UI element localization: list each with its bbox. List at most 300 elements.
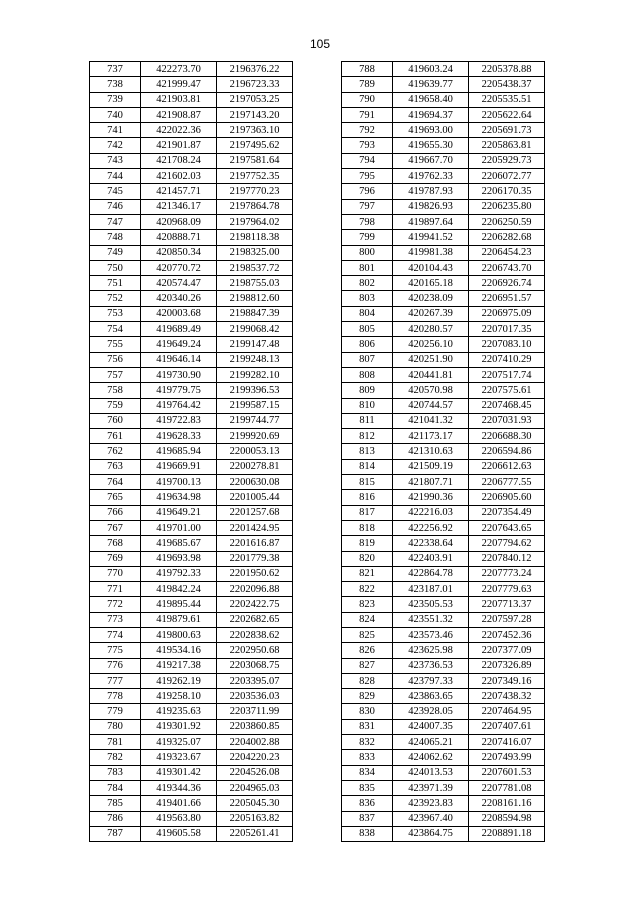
y-coordinate-cell: 2202096.88 (217, 582, 293, 597)
x-coordinate-cell: 421708.24 (141, 153, 217, 168)
point-number-cell: 835 (342, 780, 393, 795)
point-number-cell: 781 (90, 735, 141, 750)
x-coordinate-cell: 419649.24 (141, 337, 217, 352)
table-row (90, 750, 293, 765)
y-coordinate-cell: 2197495.62 (217, 138, 293, 153)
x-coordinate-cell: 421509.19 (393, 459, 469, 474)
x-coordinate-cell: 419301.92 (141, 719, 217, 734)
point-number-cell: 805 (342, 322, 393, 337)
y-coordinate-cell: 2208161.16 (469, 796, 545, 811)
y-coordinate-cell: 2201616.87 (217, 536, 293, 551)
table-row (90, 123, 293, 138)
x-coordinate-cell: 424062.62 (393, 750, 469, 765)
table-row (342, 627, 545, 642)
point-number-cell: 737 (90, 62, 141, 77)
point-number-cell: 761 (90, 429, 141, 444)
point-number-cell: 778 (90, 689, 141, 704)
y-coordinate-cell: 2201257.68 (217, 505, 293, 520)
y-coordinate-cell: 2207349.16 (469, 673, 545, 688)
table-row (342, 490, 545, 505)
y-coordinate-cell: 2200053.13 (217, 444, 293, 459)
table-row (90, 276, 293, 291)
point-number-cell: 829 (342, 689, 393, 704)
point-number-cell: 762 (90, 444, 141, 459)
x-coordinate-cell: 420968.09 (141, 214, 217, 229)
y-coordinate-cell: 2206777.55 (469, 475, 545, 490)
point-number-cell: 739 (90, 92, 141, 107)
y-coordinate-cell: 2203395.07 (217, 673, 293, 688)
y-coordinate-cell: 2207575.61 (469, 383, 545, 398)
table-row (342, 658, 545, 673)
table-row (342, 413, 545, 428)
x-coordinate-cell: 419649.21 (141, 505, 217, 520)
point-number-cell: 748 (90, 230, 141, 245)
point-number-cell: 822 (342, 582, 393, 597)
point-number-cell: 800 (342, 245, 393, 260)
x-coordinate-cell: 419628.33 (141, 429, 217, 444)
point-number-cell: 827 (342, 658, 393, 673)
point-number-cell: 763 (90, 459, 141, 474)
point-number-cell: 819 (342, 536, 393, 551)
table-row (342, 750, 545, 765)
coordinate-table-left (89, 61, 293, 842)
x-coordinate-cell: 419658.40 (393, 92, 469, 107)
y-coordinate-cell: 2201779.38 (217, 551, 293, 566)
x-coordinate-cell: 424007.35 (393, 719, 469, 734)
point-number-cell: 768 (90, 536, 141, 551)
point-number-cell: 774 (90, 627, 141, 642)
x-coordinate-cell: 419787.93 (393, 184, 469, 199)
table-row (90, 77, 293, 92)
point-number-cell: 765 (90, 490, 141, 505)
y-coordinate-cell: 2207643.65 (469, 520, 545, 535)
y-coordinate-cell: 2204526.08 (217, 765, 293, 780)
x-coordinate-cell: 419779.75 (141, 383, 217, 398)
table-row (342, 199, 545, 214)
point-number-cell: 838 (342, 826, 393, 841)
table-row (342, 184, 545, 199)
point-number-cell: 759 (90, 398, 141, 413)
table-row (342, 337, 545, 352)
table-row (342, 260, 545, 275)
point-number-cell: 798 (342, 214, 393, 229)
y-coordinate-cell: 2207601.53 (469, 765, 545, 780)
table-row (342, 643, 545, 658)
y-coordinate-cell: 2207031.93 (469, 413, 545, 428)
table-row (342, 169, 545, 184)
x-coordinate-cell: 419669.91 (141, 459, 217, 474)
point-number-cell: 808 (342, 367, 393, 382)
table-row (90, 536, 293, 551)
x-coordinate-cell: 419534.16 (141, 643, 217, 658)
y-coordinate-cell: 2206170.35 (469, 184, 545, 199)
y-coordinate-cell: 2207773.24 (469, 566, 545, 581)
x-coordinate-cell: 422273.70 (141, 62, 217, 77)
y-coordinate-cell: 2207781.08 (469, 780, 545, 795)
table-row (90, 413, 293, 428)
x-coordinate-cell: 421457.71 (141, 184, 217, 199)
point-number-cell: 795 (342, 169, 393, 184)
table-row (342, 138, 545, 153)
x-coordinate-cell: 419667.70 (393, 153, 469, 168)
x-coordinate-cell: 419694.37 (393, 107, 469, 122)
x-coordinate-cell: 422216.03 (393, 505, 469, 520)
y-coordinate-cell: 2204220.23 (217, 750, 293, 765)
x-coordinate-cell: 419258.10 (141, 689, 217, 704)
y-coordinate-cell: 2202682.65 (217, 612, 293, 627)
x-coordinate-cell: 421310.63 (393, 444, 469, 459)
x-coordinate-cell: 419685.94 (141, 444, 217, 459)
x-coordinate-cell: 423625.98 (393, 643, 469, 658)
table-row (342, 475, 545, 490)
y-coordinate-cell: 2197964.02 (217, 214, 293, 229)
y-coordinate-cell: 2202422.75 (217, 597, 293, 612)
table-row (90, 520, 293, 535)
table-row (90, 796, 293, 811)
x-coordinate-cell: 419792.33 (141, 566, 217, 581)
point-number-cell: 809 (342, 383, 393, 398)
point-number-cell: 783 (90, 765, 141, 780)
point-number-cell: 773 (90, 612, 141, 627)
point-number-cell: 785 (90, 796, 141, 811)
y-coordinate-cell: 2206282.68 (469, 230, 545, 245)
table-row (342, 444, 545, 459)
y-coordinate-cell: 2207407.61 (469, 719, 545, 734)
point-number-cell: 742 (90, 138, 141, 153)
table-row (342, 153, 545, 168)
table-row (90, 230, 293, 245)
x-coordinate-cell: 422403.91 (393, 551, 469, 566)
point-number-cell: 749 (90, 245, 141, 260)
y-coordinate-cell: 2197581.64 (217, 153, 293, 168)
y-coordinate-cell: 2205535.51 (469, 92, 545, 107)
point-number-cell: 755 (90, 337, 141, 352)
y-coordinate-cell: 2206743.70 (469, 260, 545, 275)
table-row (90, 184, 293, 199)
y-coordinate-cell: 2201950.62 (217, 566, 293, 581)
point-number-cell: 816 (342, 490, 393, 505)
y-coordinate-cell: 2198812.60 (217, 291, 293, 306)
point-number-cell: 830 (342, 704, 393, 719)
y-coordinate-cell: 2201424.95 (217, 520, 293, 535)
point-number-cell: 740 (90, 107, 141, 122)
x-coordinate-cell: 419826.93 (393, 199, 469, 214)
point-number-cell: 790 (342, 92, 393, 107)
point-number-cell: 812 (342, 429, 393, 444)
x-coordinate-cell: 421908.87 (141, 107, 217, 122)
y-coordinate-cell: 2202838.62 (217, 627, 293, 642)
x-coordinate-cell: 419639.77 (393, 77, 469, 92)
table-row (342, 383, 545, 398)
point-number-cell: 757 (90, 367, 141, 382)
table-row (90, 429, 293, 444)
x-coordinate-cell: 420003.68 (141, 306, 217, 321)
x-coordinate-cell: 419981.38 (393, 245, 469, 260)
point-number-cell: 787 (90, 826, 141, 841)
point-number-cell: 817 (342, 505, 393, 520)
x-coordinate-cell: 419701.00 (141, 520, 217, 535)
y-coordinate-cell: 2205438.37 (469, 77, 545, 92)
x-coordinate-cell: 420104.43 (393, 260, 469, 275)
point-number-cell: 820 (342, 551, 393, 566)
table-row (342, 520, 545, 535)
table-row (90, 367, 293, 382)
point-number-cell: 807 (342, 352, 393, 367)
y-coordinate-cell: 2198537.72 (217, 260, 293, 275)
y-coordinate-cell: 2207517.74 (469, 367, 545, 382)
x-coordinate-cell: 420256.10 (393, 337, 469, 352)
y-coordinate-cell: 2203711.99 (217, 704, 293, 719)
point-number-cell: 775 (90, 643, 141, 658)
y-coordinate-cell: 2199744.77 (217, 413, 293, 428)
point-number-cell: 752 (90, 291, 141, 306)
x-coordinate-cell: 423797.33 (393, 673, 469, 688)
y-coordinate-cell: 2206951.57 (469, 291, 545, 306)
point-number-cell: 747 (90, 214, 141, 229)
y-coordinate-cell: 2207410.29 (469, 352, 545, 367)
y-coordinate-cell: 2203068.75 (217, 658, 293, 673)
table-row (342, 214, 545, 229)
point-number-cell: 756 (90, 352, 141, 367)
x-coordinate-cell: 420238.09 (393, 291, 469, 306)
x-coordinate-cell: 419325.07 (141, 735, 217, 750)
table-row (90, 475, 293, 490)
x-coordinate-cell: 419685.67 (141, 536, 217, 551)
y-coordinate-cell: 2206454.23 (469, 245, 545, 260)
y-coordinate-cell: 2205261.41 (217, 826, 293, 841)
y-coordinate-cell: 2206905.60 (469, 490, 545, 505)
point-number-cell: 803 (342, 291, 393, 306)
y-coordinate-cell: 2198755.03 (217, 276, 293, 291)
point-number-cell: 772 (90, 597, 141, 612)
point-number-cell: 806 (342, 337, 393, 352)
y-coordinate-cell: 2207464.95 (469, 704, 545, 719)
table-row (90, 398, 293, 413)
x-coordinate-cell: 420280.57 (393, 322, 469, 337)
x-coordinate-cell: 419217.38 (141, 658, 217, 673)
y-coordinate-cell: 2203536.03 (217, 689, 293, 704)
point-number-cell: 771 (90, 582, 141, 597)
table-row (90, 505, 293, 520)
y-coordinate-cell: 2205863.81 (469, 138, 545, 153)
table-row (90, 780, 293, 795)
table-row (342, 322, 545, 337)
x-coordinate-cell: 419941.52 (393, 230, 469, 245)
point-number-cell: 760 (90, 413, 141, 428)
y-coordinate-cell: 2206975.09 (469, 306, 545, 321)
table-row (342, 796, 545, 811)
x-coordinate-cell: 419693.98 (141, 551, 217, 566)
table-row (90, 811, 293, 826)
table-row (342, 689, 545, 704)
point-number-cell: 779 (90, 704, 141, 719)
x-coordinate-cell: 420340.26 (141, 291, 217, 306)
x-coordinate-cell: 422338.64 (393, 536, 469, 551)
y-coordinate-cell: 2197053.25 (217, 92, 293, 107)
table-row (342, 536, 545, 551)
table-row (90, 260, 293, 275)
table-row (342, 123, 545, 138)
point-number-cell: 751 (90, 276, 141, 291)
y-coordinate-cell: 2201005.44 (217, 490, 293, 505)
y-coordinate-cell: 2205163.82 (217, 811, 293, 826)
y-coordinate-cell: 2199396.53 (217, 383, 293, 398)
table-row (90, 153, 293, 168)
point-number-cell: 833 (342, 750, 393, 765)
point-number-cell: 753 (90, 306, 141, 321)
x-coordinate-cell: 424065.21 (393, 735, 469, 750)
x-coordinate-cell: 419689.49 (141, 322, 217, 337)
table-row (342, 719, 545, 734)
table-row (342, 429, 545, 444)
point-number-cell: 750 (90, 260, 141, 275)
table-row (90, 689, 293, 704)
y-coordinate-cell: 2197363.10 (217, 123, 293, 138)
table-row (90, 704, 293, 719)
y-coordinate-cell: 2199587.15 (217, 398, 293, 413)
point-number-cell: 786 (90, 811, 141, 826)
point-number-cell: 811 (342, 413, 393, 428)
x-coordinate-cell: 420850.34 (141, 245, 217, 260)
point-number-cell: 770 (90, 566, 141, 581)
y-coordinate-cell: 2207493.99 (469, 750, 545, 765)
table-row (342, 597, 545, 612)
x-coordinate-cell: 423864.75 (393, 826, 469, 841)
table-row (342, 612, 545, 627)
y-coordinate-cell: 2197143.20 (217, 107, 293, 122)
x-coordinate-cell: 420744.57 (393, 398, 469, 413)
x-coordinate-cell: 419800.63 (141, 627, 217, 642)
point-number-cell: 823 (342, 597, 393, 612)
point-number-cell: 746 (90, 199, 141, 214)
x-coordinate-cell: 419262.19 (141, 673, 217, 688)
y-coordinate-cell: 2206926.74 (469, 276, 545, 291)
table-row (90, 322, 293, 337)
x-coordinate-cell: 419301.42 (141, 765, 217, 780)
table-row (342, 352, 545, 367)
y-coordinate-cell: 2208891.18 (469, 826, 545, 841)
point-number-cell: 741 (90, 123, 141, 138)
table-row (342, 826, 545, 841)
x-coordinate-cell: 424013.53 (393, 765, 469, 780)
x-coordinate-cell: 419646.14 (141, 352, 217, 367)
table-row (90, 459, 293, 474)
x-coordinate-cell: 423505.53 (393, 597, 469, 612)
point-number-cell: 836 (342, 796, 393, 811)
x-coordinate-cell: 420251.90 (393, 352, 469, 367)
table-row (342, 77, 545, 92)
x-coordinate-cell: 419764.42 (141, 398, 217, 413)
y-coordinate-cell: 2204965.03 (217, 780, 293, 795)
x-coordinate-cell: 420570.98 (393, 383, 469, 398)
table-row (90, 352, 293, 367)
x-coordinate-cell: 419722.83 (141, 413, 217, 428)
y-coordinate-cell: 2207354.49 (469, 505, 545, 520)
table-row (90, 383, 293, 398)
table-row (342, 780, 545, 795)
table-row (90, 245, 293, 260)
point-number-cell: 777 (90, 673, 141, 688)
point-number-cell: 824 (342, 612, 393, 627)
x-coordinate-cell: 421807.71 (393, 475, 469, 490)
y-coordinate-cell: 2206235.80 (469, 199, 545, 214)
y-coordinate-cell: 2206072.77 (469, 169, 545, 184)
x-coordinate-cell: 419634.98 (141, 490, 217, 505)
x-coordinate-cell: 422022.36 (141, 123, 217, 138)
table-row (342, 245, 545, 260)
table-row (342, 367, 545, 382)
table-row (90, 735, 293, 750)
y-coordinate-cell: 2198118.38 (217, 230, 293, 245)
point-number-cell: 764 (90, 475, 141, 490)
y-coordinate-cell: 2207779.63 (469, 582, 545, 597)
table-row (90, 444, 293, 459)
y-coordinate-cell: 2207377.09 (469, 643, 545, 658)
point-number-cell: 802 (342, 276, 393, 291)
y-coordinate-cell: 2198847.39 (217, 306, 293, 321)
y-coordinate-cell: 2207452.36 (469, 627, 545, 642)
x-coordinate-cell: 423573.46 (393, 627, 469, 642)
point-number-cell: 832 (342, 735, 393, 750)
x-coordinate-cell: 421173.17 (393, 429, 469, 444)
table-row (90, 291, 293, 306)
point-number-cell: 826 (342, 643, 393, 658)
point-number-cell: 794 (342, 153, 393, 168)
x-coordinate-cell: 419655.30 (393, 138, 469, 153)
table-row (342, 276, 545, 291)
point-number-cell: 738 (90, 77, 141, 92)
table-row (90, 92, 293, 107)
table-row (342, 704, 545, 719)
point-number-cell: 743 (90, 153, 141, 168)
x-coordinate-cell: 421903.81 (141, 92, 217, 107)
x-coordinate-cell: 419700.13 (141, 475, 217, 490)
point-number-cell: 754 (90, 322, 141, 337)
table-row (342, 92, 545, 107)
y-coordinate-cell: 2205378.88 (469, 62, 545, 77)
page-number: 105 (309, 37, 331, 51)
y-coordinate-cell: 2199282.10 (217, 367, 293, 382)
table-row (342, 306, 545, 321)
x-coordinate-cell: 419344.36 (141, 780, 217, 795)
point-number-cell: 792 (342, 123, 393, 138)
x-coordinate-cell: 419603.24 (393, 62, 469, 77)
point-number-cell: 818 (342, 520, 393, 535)
table-row (342, 107, 545, 122)
table-row (90, 107, 293, 122)
table-row (90, 169, 293, 184)
table-row (90, 551, 293, 566)
x-coordinate-cell: 423928.05 (393, 704, 469, 719)
y-coordinate-cell: 2196376.22 (217, 62, 293, 77)
table-row (90, 673, 293, 688)
x-coordinate-cell: 421999.47 (141, 77, 217, 92)
point-number-cell: 801 (342, 260, 393, 275)
x-coordinate-cell: 420770.72 (141, 260, 217, 275)
point-number-cell: 789 (342, 77, 393, 92)
point-number-cell: 791 (342, 107, 393, 122)
point-number-cell: 788 (342, 62, 393, 77)
table-row (90, 826, 293, 841)
x-coordinate-cell: 419730.90 (141, 367, 217, 382)
y-coordinate-cell: 2200630.08 (217, 475, 293, 490)
x-coordinate-cell: 419842.24 (141, 582, 217, 597)
x-coordinate-cell: 422256.92 (393, 520, 469, 535)
table-row (342, 551, 545, 566)
table-row (342, 566, 545, 581)
y-coordinate-cell: 2202950.68 (217, 643, 293, 658)
point-number-cell: 837 (342, 811, 393, 826)
